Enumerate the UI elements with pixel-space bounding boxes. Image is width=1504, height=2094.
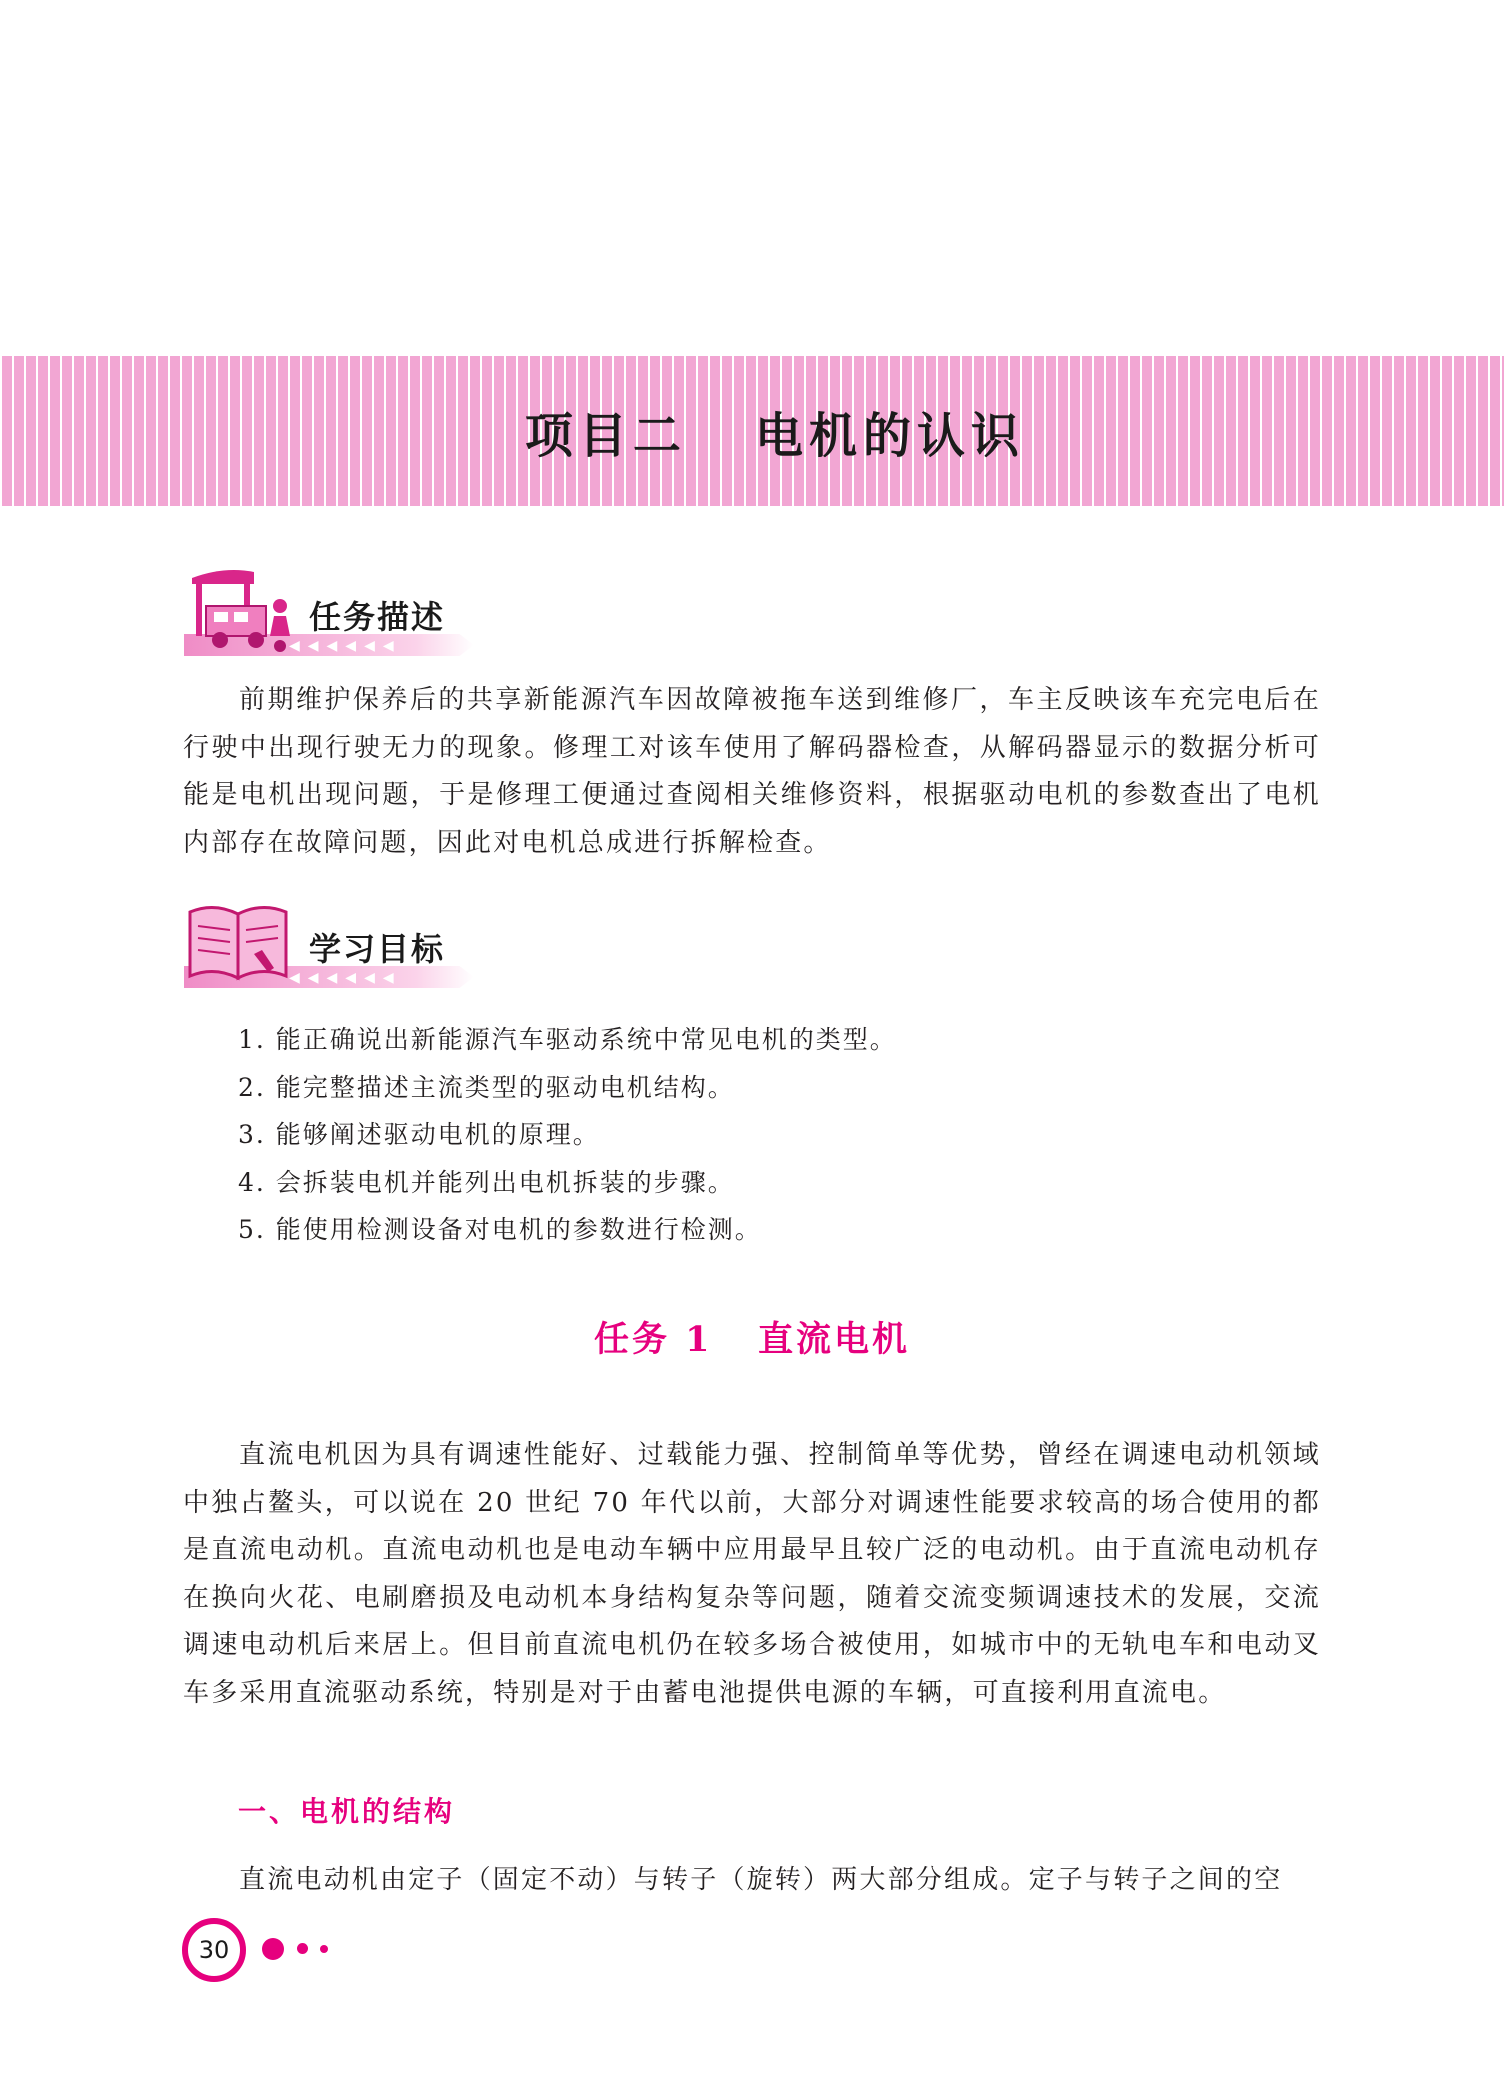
heading-label: 学习目标 <box>309 930 446 968</box>
decor-dot-medium <box>297 1943 308 1954</box>
list-item: 4. 会拆装电机并能列出电机拆装的步骤。 <box>238 1167 735 1197</box>
learning-goals-list <box>238 1016 897 1254</box>
heading-label: 任务描述 <box>309 598 446 636</box>
structure-text: 直流电动机由定子（固定不动）与转子（旋转）两大部分组成。定子与转子之间的空 <box>239 1865 1283 1895</box>
decor-dot-large <box>262 1938 284 1960</box>
task-description-heading <box>184 566 474 666</box>
list-item: 3. 能够阐述驱动电机的原理。 <box>238 1120 600 1149</box>
page-number-badge <box>182 1918 246 1982</box>
decor-dot-small <box>320 1945 328 1953</box>
section-subheading: 一、电机的结构 <box>238 1795 456 1828</box>
task-description-text: 前期维护保养后的共享新能源汽车因故障被拖车送到维修厂，车主反映该车充完电后在行驶中出现行驶无力的现象。修理工对该车使用了解码器检查，从解码器显示的数据分析可能是电机出现问题，于是修理工便通过查阅相关维修资料，根据驱动电机的参数查出了电机内部存在故障问题，因此对电机总成进行拆解检查。 <box>183 685 1321 858</box>
page-number: 30 <box>198 1936 230 1964</box>
heading-arrows: ◀◀◀◀◀◀ <box>289 638 402 654</box>
learning-goals-heading <box>184 898 474 998</box>
list-item: 1. 能正确说出新能源汽车驱动系统中常见电机的类型。 <box>238 1025 897 1054</box>
tow-truck-icon <box>184 566 299 662</box>
title-banner <box>0 356 1504 506</box>
chapter-title: 项目二 电机的认识 <box>524 407 1026 464</box>
list-item: 2. 能完整描述主流类型的驱动电机结构。 <box>238 1072 735 1102</box>
list-item: 5. 能使用检测设备对电机的参数进行检测。 <box>238 1215 762 1244</box>
task-intro-text: 直流电机因为具有调速性能好、过载能力强、控制简单等优势，曾经在调速电动机领域中独占鳌头，可以说在 20 世纪 70 年代以前，大部分对调速性能要求较高的场合使用的都是直流电动机。直流电动机也是电动车辆中应用最早且较广泛的电动机。由于直流电动机存在换向火花、电刷磨损及电动机本身结构复杂等问题，随着交流变频调速技术的发展，交流调速电动机后来居上。但目前直流电机仍在较多场合被使用，如城市中的无轨电车和电动叉车多采用直流驱动系统，特别是对于由蓄电池提供电源的车辆，可直接利用直流电。 <box>183 1440 1321 1708</box>
heading-arrows: ◀◀◀◀◀◀ <box>289 970 402 986</box>
open-book-icon <box>184 898 294 994</box>
task-title: 任务 1 直流电机 <box>593 1319 911 1360</box>
